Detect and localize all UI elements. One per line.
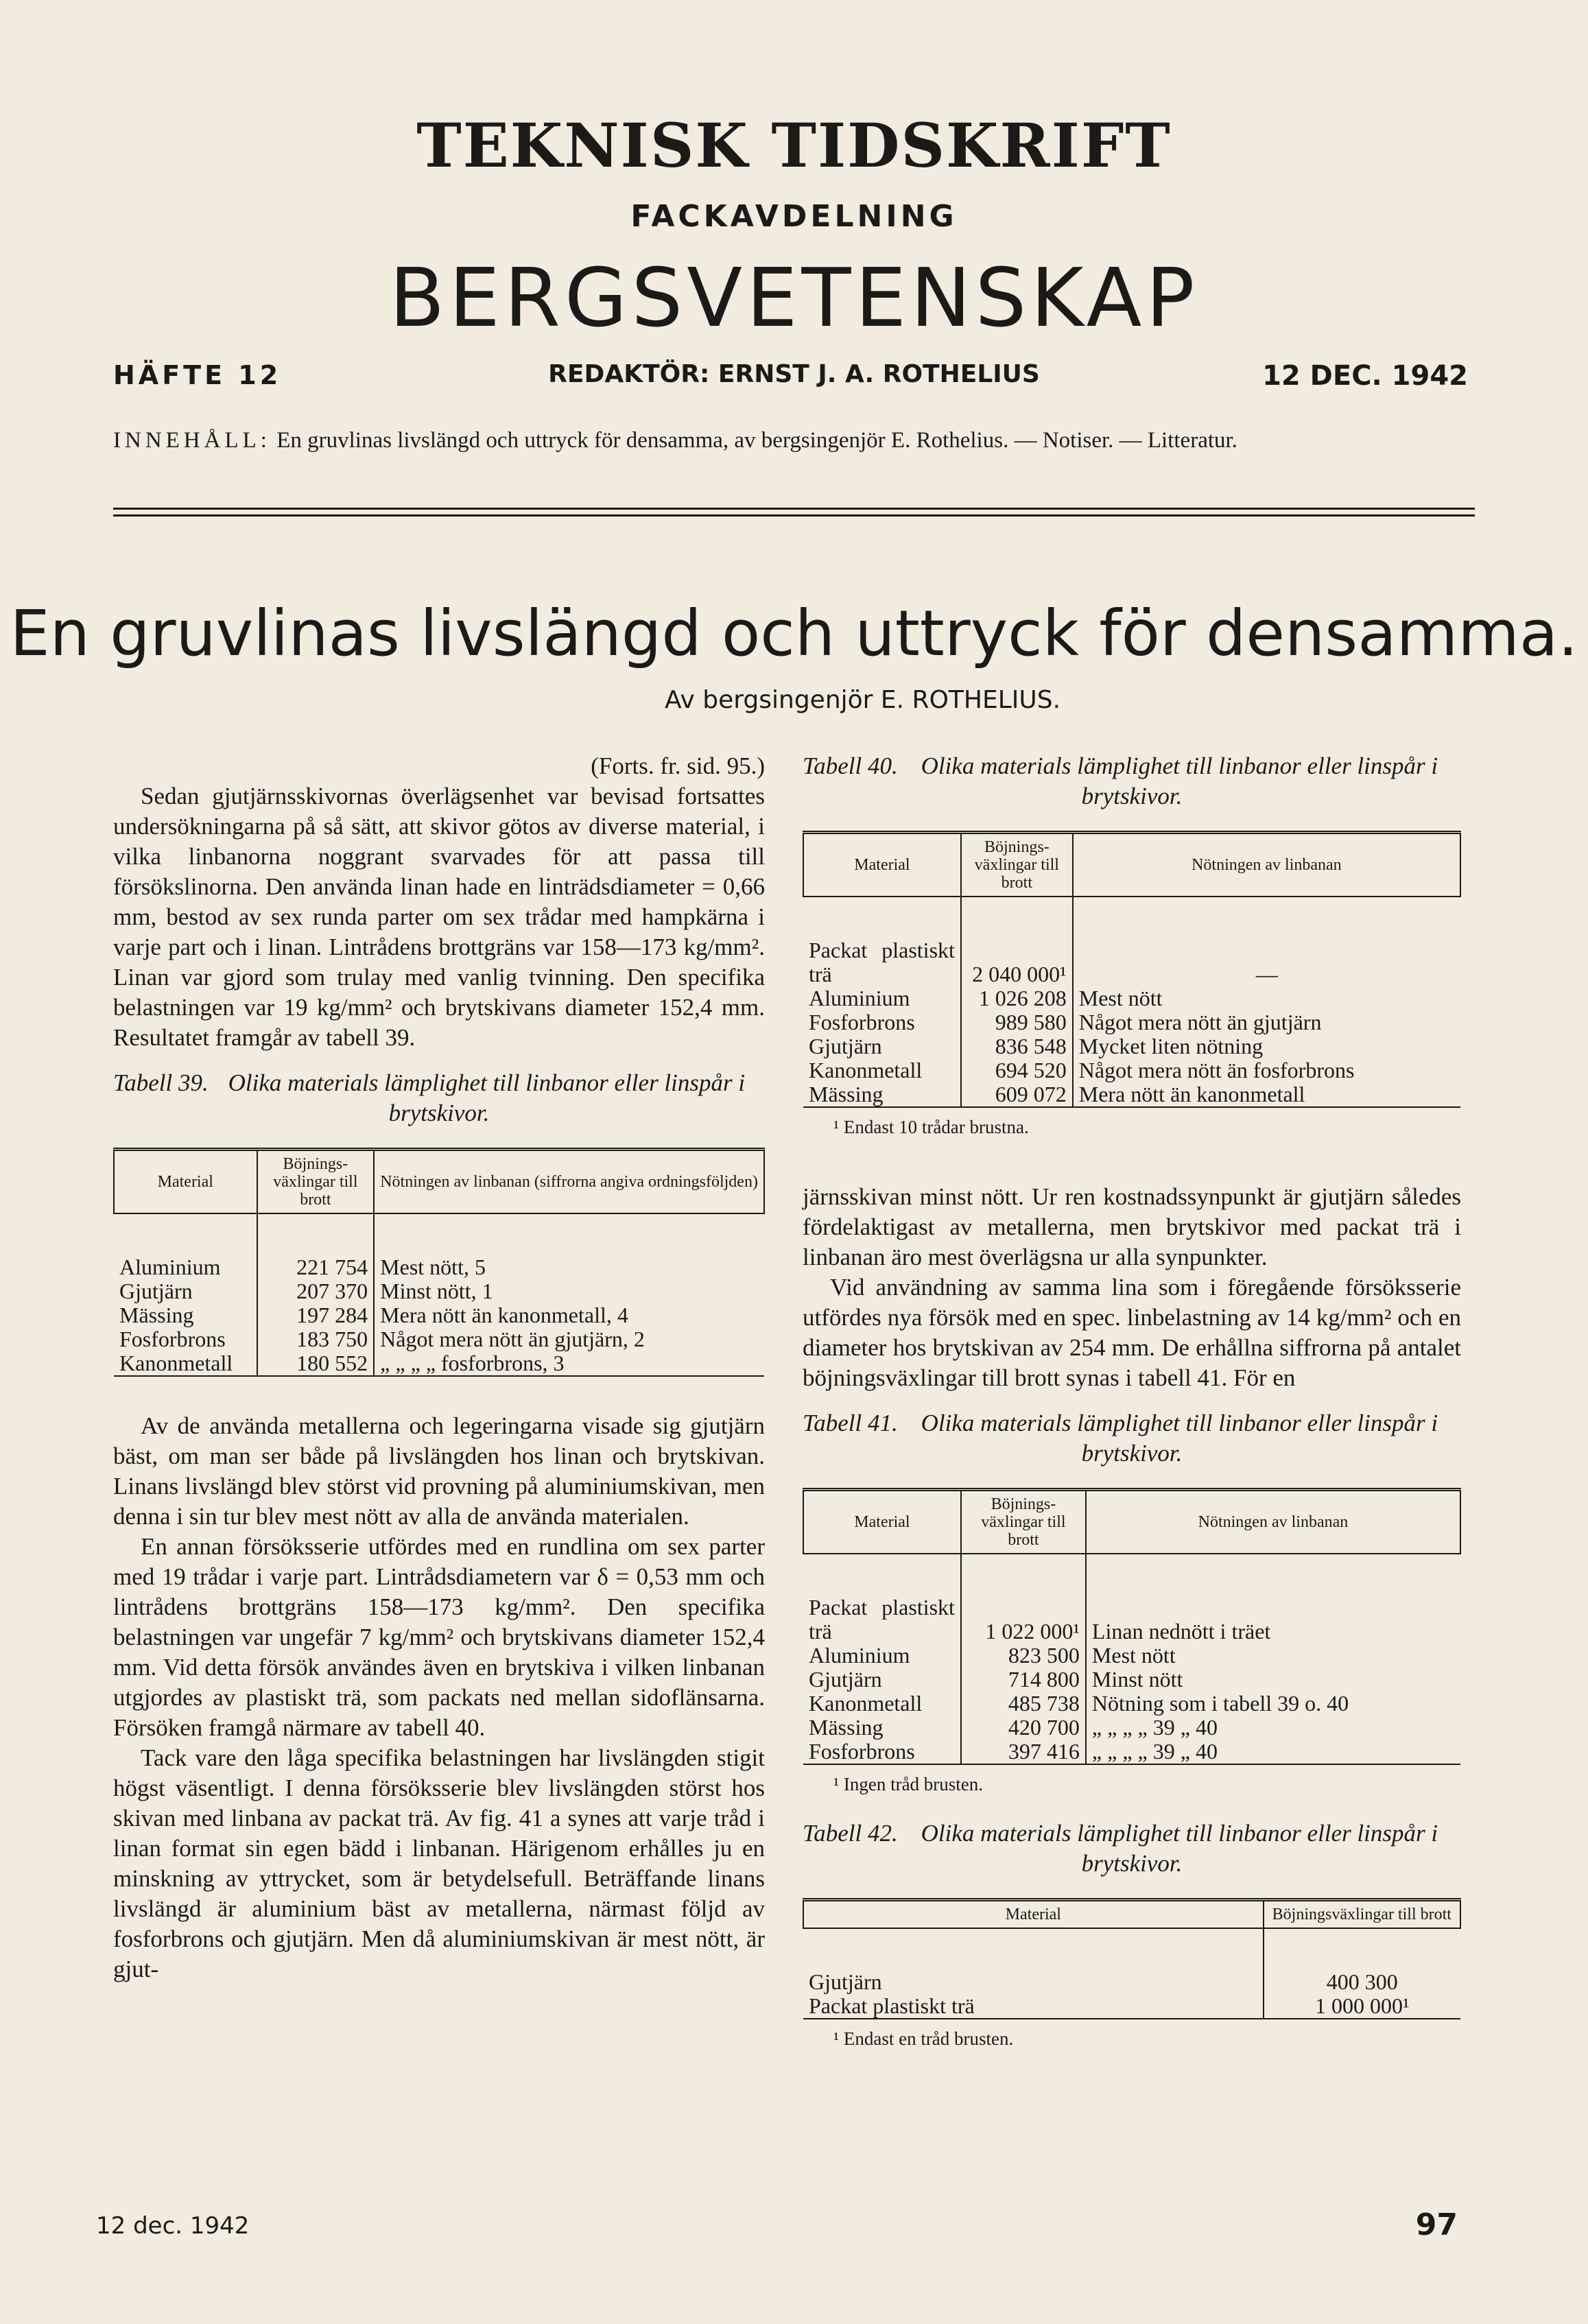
table-row: Mässing 609 072 Mera nött än kanonmetall [803,1082,1460,1107]
column-header: Material [803,1900,1264,1929]
column-header: Nötningen av linbanan (siffrorna angiva ordningsföljden) [374,1150,764,1214]
table-row: Fosforbrons 183 750 Något mera nött än gjutjärn, 2 [114,1327,764,1351]
table-caption-text: Olika materials lämplighet till linbanor eller linspår i brytskivor. [921,1410,1438,1467]
column-header: Material [803,833,961,897]
page-number: 97 [1415,2207,1458,2242]
table-footnote: ¹ Ingen tråd brusten. [833,1774,984,1794]
paragraph: Av de använda metallerna och legeringarna visade sig gjutjärn bäst, om man ser både på livslängden hos linan och brytskivan. Linans livslängd blev störst vid provning på aluminiumskivan, men denna i sin tur blev mest nött av alla de använda materialen. [113,1412,765,1530]
column-header: Material [803,1490,961,1554]
column-header: Material [114,1150,257,1214]
footer-date: 12 dec. 1942 [96,2212,250,2240]
column-header: Böjningsväxlingar till brott [1264,1900,1460,1929]
paragraph: järnsskivan minst nött. Ur ren kostnadssynpunkt är gjutjärn således fördelaktigast av metallerna, men brytskivor med packat trä i linbanan äro mest överlägsna ur alla synpunkter. [803,1183,1461,1270]
table-caption-text: Olika materials lämplighet till linbanor eller linspår i brytskivor. [228,1069,746,1126]
table-row: Packat plastiskt trä 2 040 000¹ — [803,938,1460,986]
right-column [803,751,1461,2052]
column-header: Nötningen av linbanan [1073,833,1460,897]
table-40 [803,831,1461,1108]
table-number: Tabell 40. [803,752,898,779]
contents-text: En gruvlinas livslängd och uttryck för densamma, av bergsingenjör E. Rothelius. — Notiser. — Litteratur. [276,428,1237,453]
column-header: Böjnings-växlingar till brott [961,1490,1086,1554]
table-caption [803,1408,1461,1469]
table-row: Gjutjärn 714 800 Minst nött [803,1668,1460,1692]
table-row: Mässing 197 284 Mera nött än kanonmetall, 4 [114,1303,764,1327]
table-row: Gjutjärn 207 370 Minst nött, 1 [114,1279,764,1303]
issue-number: HÄFTE 12 [113,360,282,390]
table-number: Tabell 42. [803,1820,898,1847]
table-row: Gjutjärn 836 548 Mycket liten nötning [803,1034,1460,1058]
header-rule [113,508,1475,510]
left-column [113,751,765,1984]
header-rule-double [113,514,1475,517]
table-row: Aluminium 221 754 Mest nött, 5 [114,1255,764,1279]
contents-label: INNEHÅLL: [113,428,271,453]
table-row: Gjutjärn 400 300 [803,1970,1460,1994]
column-header: Böjnings-växlingar till brott [257,1150,375,1214]
paragraph: Tack vare den låga specifika belastningen har livslängden stigit högst väsentligt. I denna försöksserie blev livslängden störst hos skivan med linbana av packat trä. Av fig. 41 a synes att varje tråd i linan format sin egen bädd i linbanan. Härigenom erhålles ju en minskning av yttrycket, som är betydelsefull. Beträffande linans livslängd är aluminium bäst av metallerna, närmast följd av fosforbrons och gjutjärn. Men då aluminiumskivan är mest nött, är gjut- [113,1744,765,1982]
table-42 [803,1898,1461,2019]
table-number: Tabell 41. [803,1410,898,1436]
table-row: Kanonmetall 485 738 Nötning som i tabell 39 o. 40 [803,1692,1460,1716]
table-row: Kanonmetall 694 520 Något mera nött än fosforbrons [803,1058,1460,1082]
journal-subtitle: FACKAVDELNING [630,199,958,234]
table-footnote: ¹ Endast 10 trådar brustna. [833,1117,1029,1137]
article-author: Av bergsingenjör E. ROTHELIUS. [664,686,1061,714]
paragraph: Vid användning av samma lina som i föregående försöksserie utfördes nya försök med en spec. linbelastning av 14 kg/mm² och en diameter hos brytskivan av 254 mm. De erhållna siffrorna på antalet böjningsväxlingar till brott synas i tabell 41. För en [803,1274,1461,1391]
paragraph: En annan försöksserie utfördes med en rundlina om sex parter med 19 trådar i varje part. Lintrådsdiametern var δ = 0,53 mm och lintrådens brottgräns 158—173 kg/mm². Den specifika belastningen var ungefär 7 kg/mm² och brytskivans diameter 152,4 mm. Vid detta försök användes även en brytskiva i vilken linbanan utgjordes av plastiskt trä, som packats ned mellan sidoflänsarna. Försöken framgå närmare av tabell 40. [113,1533,765,1741]
table-caption [803,751,1461,811]
table-caption-text: Olika materials lämplighet till linbanor eller linspår i brytskivor. [921,1820,1438,1877]
article-title: En gruvlinas livslängd och uttryck för densamma. [10,597,1578,670]
table-row: Fosforbrons 989 580 Något mera nött än gjutjärn [803,1010,1460,1034]
table-39 [113,1148,765,1377]
table-caption [803,1818,1461,1879]
table-number: Tabell 39. [113,1069,209,1096]
editor-line: REDAKTÖR: ERNST J. A. ROTHELIUS [548,360,1040,388]
column-header: Böjnings-växlingar till brott [961,833,1073,897]
table-row: Aluminium 823 500 Mest nött [803,1644,1460,1668]
column-header: Nötningen av linbanan [1086,1490,1460,1554]
table-row: Packat plastiskt trä 1 000 000¹ [803,1994,1460,2019]
table-caption [113,1068,765,1128]
table-row: Kanonmetall 180 552 „ „ „ „ fosforbrons, 3 [114,1351,764,1376]
continued-note: (Forts. fr. sid. 95.) [591,752,765,779]
table-caption-text: Olika materials lämplighet till linbanor eller linspår i brytskivor. [921,752,1438,809]
table-row: Aluminium 1 026 208 Mest nött [803,986,1460,1010]
table-row: Packat plastiskt trä 1 022 000¹ Linan nednött i träet [803,1596,1460,1644]
table-row: Fosforbrons 397 416 „ „ „ „ 39 „ 40 [803,1740,1460,1764]
table-41 [803,1488,1461,1765]
paragraph: Sedan gjutjärnsskivornas överlägsenhet var bevisad fortsattes undersökningarna på så sätt, att skivor götos av diverse material, i vilka linbanorna noggrant svarvades för att passa till försökslinorna. Den använda linan hade en linträdsdiameter = 0,66 mm, bestod av sex runda parter om sex trådar med hampkärna i varje part och i linan. Lintrådens brottgräns var 158—173 kg/mm². Linan var gjord som trulay med vanlig tvinning. Den specifika belastningen var 19 kg/mm² och brytskivans diameter 152,4 mm. Resultatet framgår av tabell 39. [113,783,765,1051]
table-footnote: ¹ Endast en tråd brusten. [833,2028,1014,2049]
table-of-contents [113,425,1475,455]
table-row: Mässing 420 700 „ „ „ „ 39 „ 40 [803,1716,1460,1740]
journal-title: TEKNISK TIDSKRIFT [416,110,1172,181]
journal-department: BERGSVETENSKAP [389,250,1199,345]
issue-date: 12 DEC. 1942 [1262,360,1468,392]
